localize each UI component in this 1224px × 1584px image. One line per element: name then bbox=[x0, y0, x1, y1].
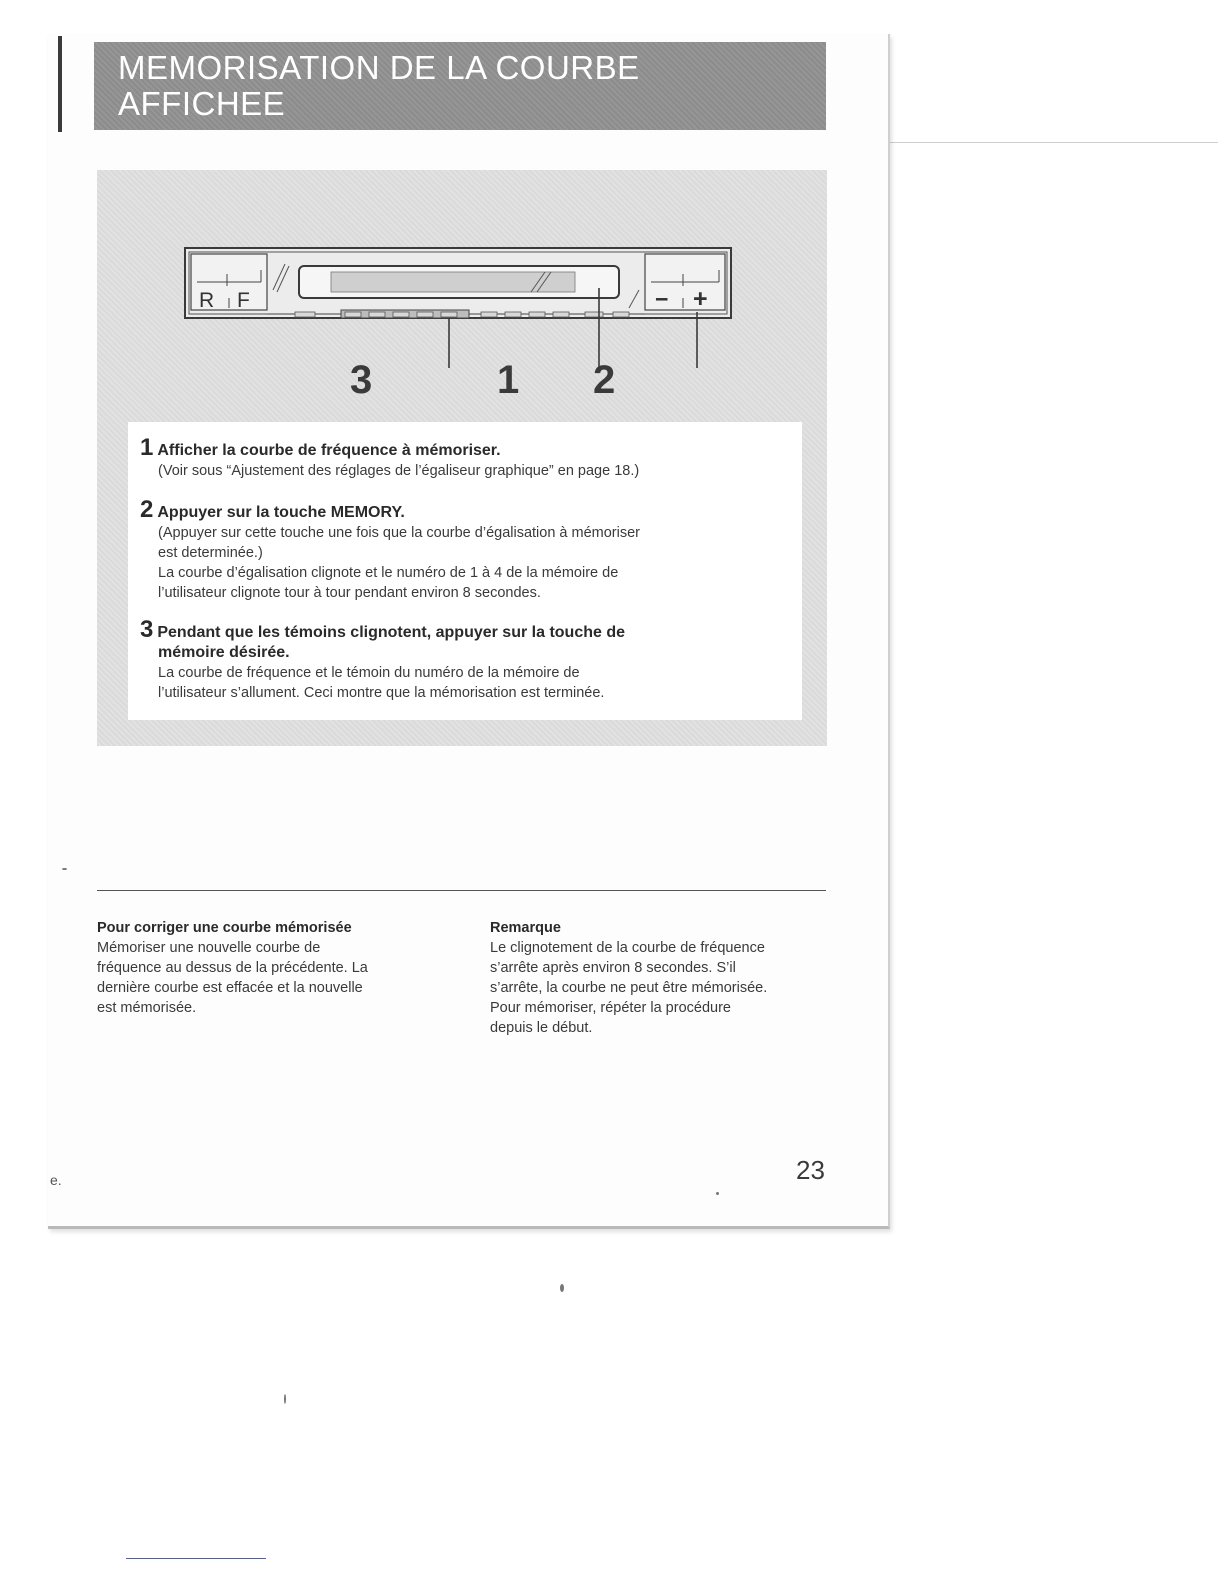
page-title-line1: MEMORISATION DE LA COURBE bbox=[118, 49, 640, 86]
section-divider bbox=[97, 890, 826, 891]
step-1 bbox=[140, 434, 640, 481]
button-plus-label: + bbox=[693, 285, 708, 313]
step-heading-text: Afficher la courbe de fréquence à mémoriser. bbox=[157, 442, 501, 459]
note-line: Mémoriser une nouvelle courbe de bbox=[97, 940, 321, 956]
scan-speck bbox=[716, 1192, 719, 1195]
page-title bbox=[118, 50, 640, 122]
note-heading: Pour corriger une courbe mémorisée bbox=[97, 920, 352, 936]
button-f-label: F bbox=[237, 289, 250, 312]
page-edge-bar bbox=[58, 36, 62, 132]
scan-underline-fragment bbox=[126, 1558, 266, 1559]
step-body-line: l’utilisateur s’allument. Ceci montre que la mémorisation est terminée. bbox=[158, 685, 605, 701]
button-r-label: R bbox=[199, 289, 215, 312]
step-body-line: l’utilisateur clignote tour à tour pendant environ 8 secondes. bbox=[158, 585, 541, 601]
scan-speck bbox=[560, 1284, 564, 1292]
step-2 bbox=[140, 496, 640, 603]
step-body bbox=[140, 523, 640, 603]
step-heading bbox=[140, 434, 639, 461]
note-line: Pour mémoriser, répéter la procédure bbox=[490, 1000, 731, 1016]
step-heading-text: Pendant que les témoins clignotent, appuyer sur la touche de bbox=[157, 624, 625, 641]
scan-speck bbox=[284, 1394, 286, 1404]
step-heading-continuation: mémoire désirée. bbox=[158, 644, 290, 661]
note-line: est mémorisée. bbox=[97, 1000, 197, 1016]
note-line: fréquence au dessus de la précédente. La bbox=[97, 960, 368, 976]
background-rule bbox=[888, 142, 1218, 143]
title-band bbox=[94, 42, 826, 130]
page-number: 23 bbox=[796, 1155, 825, 1185]
note-line: depuis le début. bbox=[490, 1020, 593, 1036]
callout-3: 3 bbox=[350, 358, 373, 402]
step-number: 3 bbox=[140, 616, 154, 643]
step-body bbox=[140, 461, 639, 481]
note-line: dernière courbe est effacée et la nouvelle bbox=[97, 980, 363, 996]
note-line: Le clignotement de la courbe de fréquence bbox=[490, 940, 765, 956]
note-line: s’arrête après environ 8 secondes. S’il bbox=[490, 960, 736, 976]
callout-1: 1 bbox=[497, 358, 520, 402]
step-body-line: (Voir sous “Ajustement des réglages de l’égaliseur graphique” en page 18.) bbox=[158, 463, 640, 479]
step-body-line: (Appuyer sur cette touche une fois que la courbe d’égalisation à mémoriser bbox=[158, 525, 640, 541]
step-body-line: La courbe de fréquence et le témoin du numéro de la mémoire de bbox=[158, 665, 580, 681]
page-title-line2: AFFICHEE bbox=[118, 85, 286, 122]
instruction-box bbox=[128, 422, 802, 720]
equalizer-front-panel-diagram bbox=[177, 240, 737, 410]
step-heading bbox=[140, 496, 640, 523]
step-number: 2 bbox=[140, 496, 154, 523]
step-heading bbox=[140, 616, 625, 663]
note-correct-curve bbox=[97, 918, 437, 1018]
note-line: s’arrête, la courbe ne peut être mémorisée. bbox=[490, 980, 768, 996]
button-minus-label: − bbox=[655, 286, 669, 312]
note-remark bbox=[490, 918, 830, 1038]
callout-2: 2 bbox=[593, 358, 616, 402]
step-number: 1 bbox=[140, 434, 154, 461]
step-body bbox=[140, 663, 625, 703]
step-body-line: La courbe d’égalisation clignote et le numéro de 1 à 4 de la mémoire de bbox=[158, 565, 619, 581]
scan-speck bbox=[62, 868, 67, 870]
note-heading: Remarque bbox=[490, 920, 561, 936]
step-3 bbox=[140, 616, 625, 703]
margin-text-fragment: e. bbox=[50, 1172, 62, 1188]
step-heading-text: Appuyer sur la touche MEMORY. bbox=[157, 504, 405, 521]
step-body-line: est determinée.) bbox=[158, 545, 263, 561]
